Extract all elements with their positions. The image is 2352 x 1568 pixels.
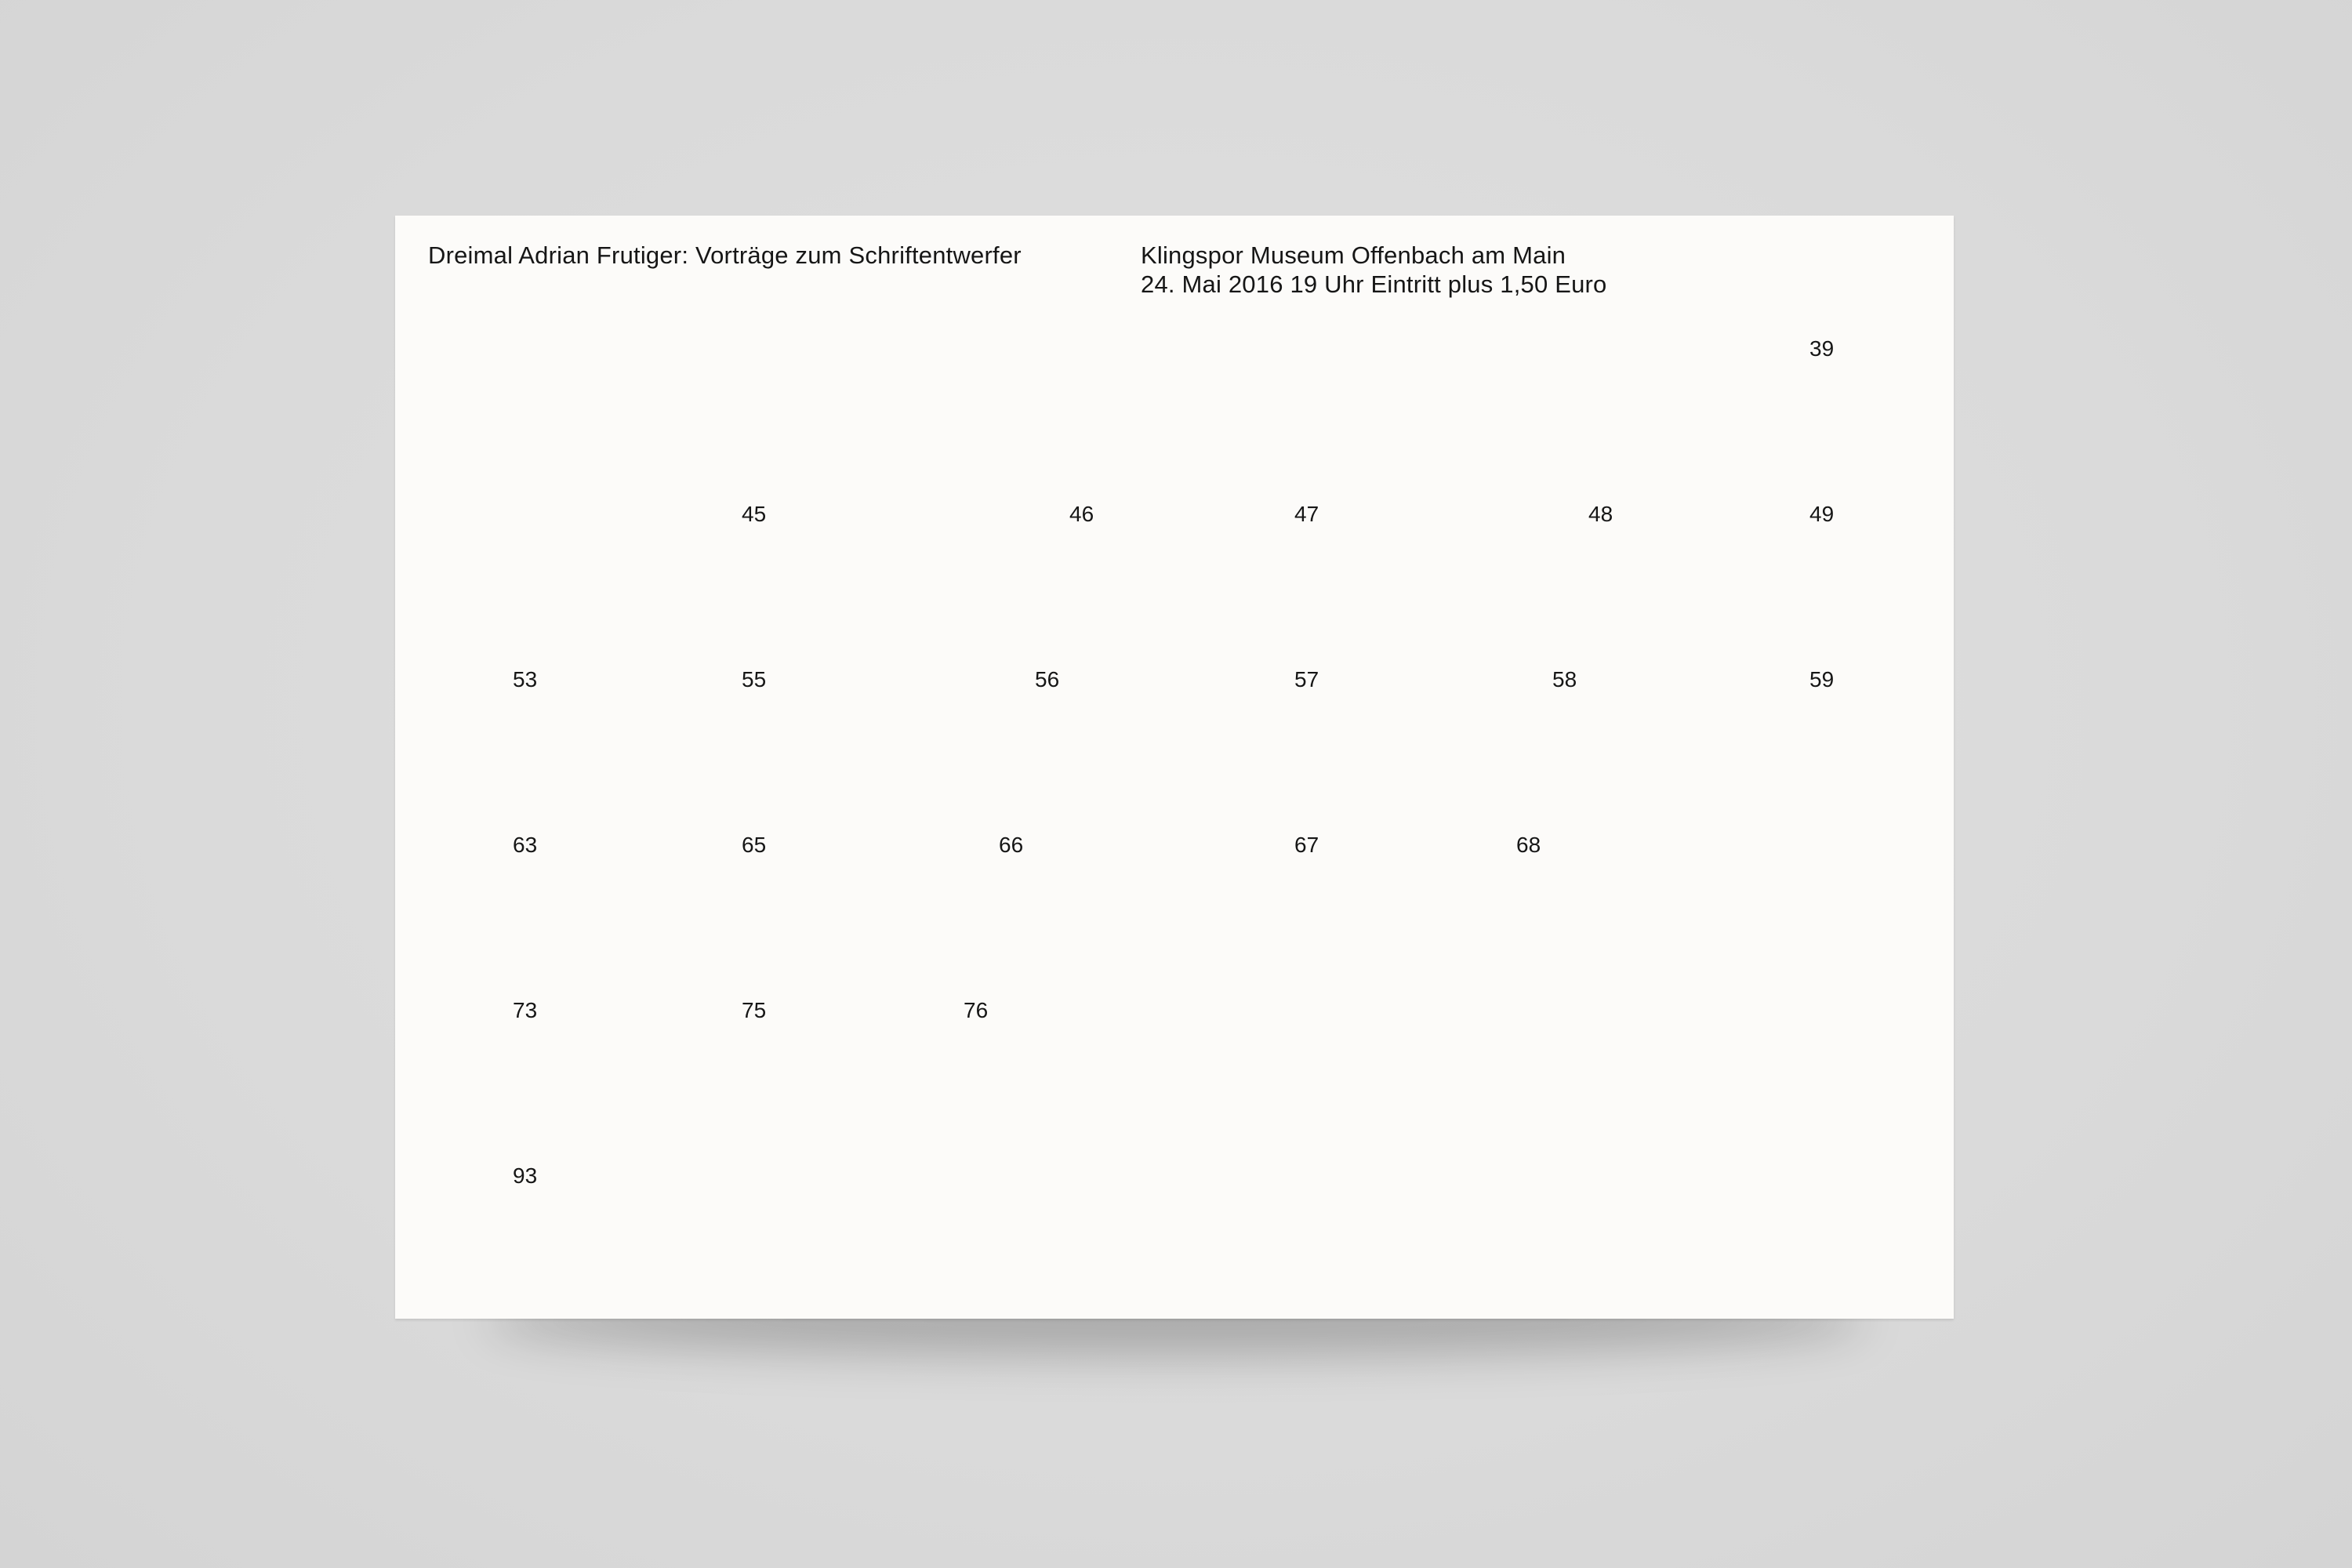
number-63: 63 (513, 833, 538, 857)
number-65: 65 (742, 833, 767, 857)
number-55: 55 (742, 667, 767, 691)
number-49: 49 (1809, 502, 1835, 526)
poster-title: Dreimal Adrian Frutiger: Vorträge zum Schriftentwerfer (428, 241, 1022, 269)
number-68: 68 (1516, 833, 1541, 857)
number-48: 48 (1588, 502, 1613, 526)
number-53: 53 (513, 667, 538, 691)
number-39: 39 (1809, 336, 1835, 361)
poster-venue: Klingspor Museum Offenbach am Main (1141, 241, 1566, 269)
number-76: 76 (964, 998, 989, 1022)
number-75: 75 (742, 998, 767, 1022)
number-58: 58 (1552, 667, 1577, 691)
number-59: 59 (1809, 667, 1835, 691)
number-67: 67 (1294, 833, 1319, 857)
number-57: 57 (1294, 667, 1319, 691)
number-45: 45 (742, 502, 767, 526)
number-73: 73 (513, 998, 538, 1022)
number-46: 46 (1069, 502, 1094, 526)
number-56: 56 (1035, 667, 1060, 691)
poster-card (395, 216, 1954, 1319)
number-47: 47 (1294, 502, 1319, 526)
poster-details: 24. Mai 2016 19 Uhr Eintritt plus 1,50 Euro (1141, 270, 1607, 298)
number-66: 66 (999, 833, 1024, 857)
number-93: 93 (513, 1163, 538, 1188)
